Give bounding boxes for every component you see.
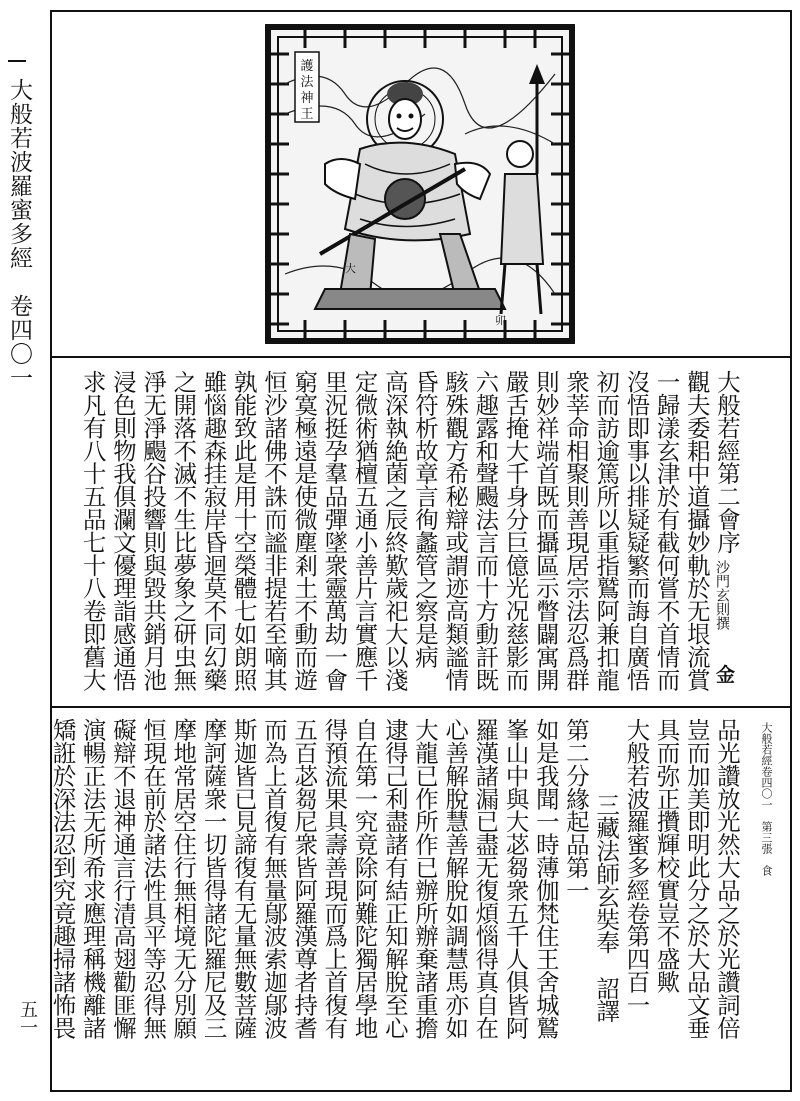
- preface-column-7: 則妙祥端首既而攝區示瞥闢寓開: [531, 370, 560, 691]
- svg-text:法: 法: [300, 75, 314, 90]
- preface-column-2: 觀夫委耜中道攝妙軌於无垠流賞: [682, 370, 711, 691]
- sutra-column-1: 品光讚放光然大品之於光讚詞倍: [713, 718, 741, 1039]
- margin-rule: [8, 60, 26, 62]
- preface-column-8: 嚴舌掩大千身分巨億光况慈影而: [501, 370, 530, 691]
- preface-author: 沙門玄則撰: [714, 560, 730, 630]
- sutra-column-12: 逮得己利盡諸有結正知解脫至心: [380, 718, 409, 1039]
- sutra-column-15: 五百苾芻尼衆皆阿羅漢尊者持耆: [290, 718, 319, 1039]
- preface-column-12: 高深執絶菌之辰終歎歲祀大以淺: [380, 370, 409, 691]
- preface-column-3: 一歸漾玄津於有截何嘗不首情而: [652, 370, 681, 691]
- preface-column-19: 之開落不滅不生比夢象之研虫無: [169, 370, 198, 691]
- sutra-column-16: 而為上首復有無量鄔波索迦鄔波: [259, 718, 288, 1039]
- svg-text:神: 神: [300, 91, 314, 106]
- preface-column-22: 求凡有八十五品七十八卷即舊大: [78, 370, 107, 691]
- sutra-column-23: 矯誑於深法忍到究竟趣掃諸怖畏: [48, 718, 77, 1039]
- sutra-column-2: 豈而加美即明此分之於大品文垂: [682, 718, 711, 1039]
- sutra-column-7: 如是我聞一時薄伽梵住王舍城鷲: [531, 718, 560, 1039]
- sutra-column-13: 自在第一究竟除阿難陀獨居學地: [350, 718, 379, 1039]
- preface-column-10: 駭殊觀方希秘辯或謂迹高類謐情: [441, 370, 470, 691]
- sutra-column-20: 恒現在前於諸法性具平等忍得無: [139, 718, 168, 1039]
- preface-column-5: 初而訪逾篤所以重指鷲阿兼扣龍: [592, 370, 621, 691]
- sutra-column-22: 演暢正法无所希求應理稱機離諸: [78, 718, 107, 1039]
- preface-column-20: 淨无淨颺谷投響則與毀共銷月池: [139, 370, 168, 691]
- sutra-column-11: 大龍已作所作已辦所辦棄諸重擔: [410, 718, 439, 1039]
- divider-bottom: [50, 706, 792, 708]
- sutra-column-17: 斯迦皆已見諦復有无量無數菩薩: [229, 718, 258, 1039]
- preface-column-11: 昏符析故章言徇蠡管之察是病: [410, 370, 439, 668]
- preface-column-4: 沒悟即事以排疑疑繁而誨自廣悟: [622, 370, 651, 691]
- sutra-chapter-title: 第二分緣起品第一: [561, 718, 590, 902]
- preface-column-6: 衆莘命相聚則善現居宗法忍爲群: [561, 370, 590, 691]
- sutra-column-14: 得預流果具壽善現而爲上首復有: [320, 718, 349, 1039]
- sutra-column-9: 羅漢諸漏已盡无復煩惱得真自在: [471, 718, 500, 1039]
- preface-column-9: 六趣露和聲颺法言而十方動訐既: [471, 370, 500, 691]
- sutra-translator: 三藏法師玄奘奉 詔譯: [592, 792, 621, 1022]
- preface-column-15: 窮寞極遠是使微塵剎土不動而遊: [290, 370, 319, 691]
- preface-mark: 金: [716, 664, 736, 686]
- sutra-column-3: 具而弥正攢輝校實豈不盛歟: [652, 718, 681, 993]
- svg-text:卯: 卯: [495, 314, 506, 327]
- preface-column-17: 孰能致此是用十空榮體七如朗照: [229, 370, 258, 691]
- guardian-deity-woodcut-icon: [265, 24, 575, 344]
- divider-top: [50, 356, 792, 358]
- preface-column-14: 里況挺孕羣品彈墜衆靈萬劫一會: [320, 370, 349, 691]
- sutra-column-8: 峯山中與大苾芻衆五千人俱皆阿: [501, 718, 530, 1039]
- sutra-side-note: 大般若經卷四〇一 第三張 食: [760, 722, 773, 876]
- preface-panel: [78, 370, 742, 700]
- svg-text:護: 護: [300, 59, 314, 74]
- preface-column-16: 恒沙諸佛不誅而謐非提若至嘀其: [259, 370, 288, 691]
- sutra-column-10: 心善解脫慧善解脫如調慧馬亦如: [441, 718, 470, 1039]
- preface-column-13: 定微術猶檀五通小善片言實應千: [350, 370, 379, 691]
- sutra-column-21: 礙辯不退神通言行清高翅勸匪懈: [108, 718, 137, 1039]
- sutra-column-18: 摩訶薩衆一切皆得諸陀羅尼及三: [199, 718, 228, 1039]
- sutra-column-19: 摩地常居空住行無相境无分別願: [169, 718, 198, 1039]
- preface-column-21: 浸色則物我俱瀾文優理詣感通悟: [108, 370, 137, 691]
- margin-sutra-title: 大般若波羅蜜多經 卷四〇一: [6, 78, 32, 390]
- sutra-scroll-title: 大般若波羅蜜多經卷第四百一: [622, 718, 651, 1016]
- sutra-panel: [48, 718, 742, 1084]
- preface-column-1: 大般若經第二會序: [713, 370, 741, 554]
- preface-column-18: 雖惱趣森挂寂岸昏迴莫不同幻藥: [199, 370, 228, 691]
- margin-page-number: 五一: [17, 1000, 38, 1036]
- svg-text:王: 王: [300, 107, 314, 122]
- svg-text:大: 大: [345, 262, 356, 275]
